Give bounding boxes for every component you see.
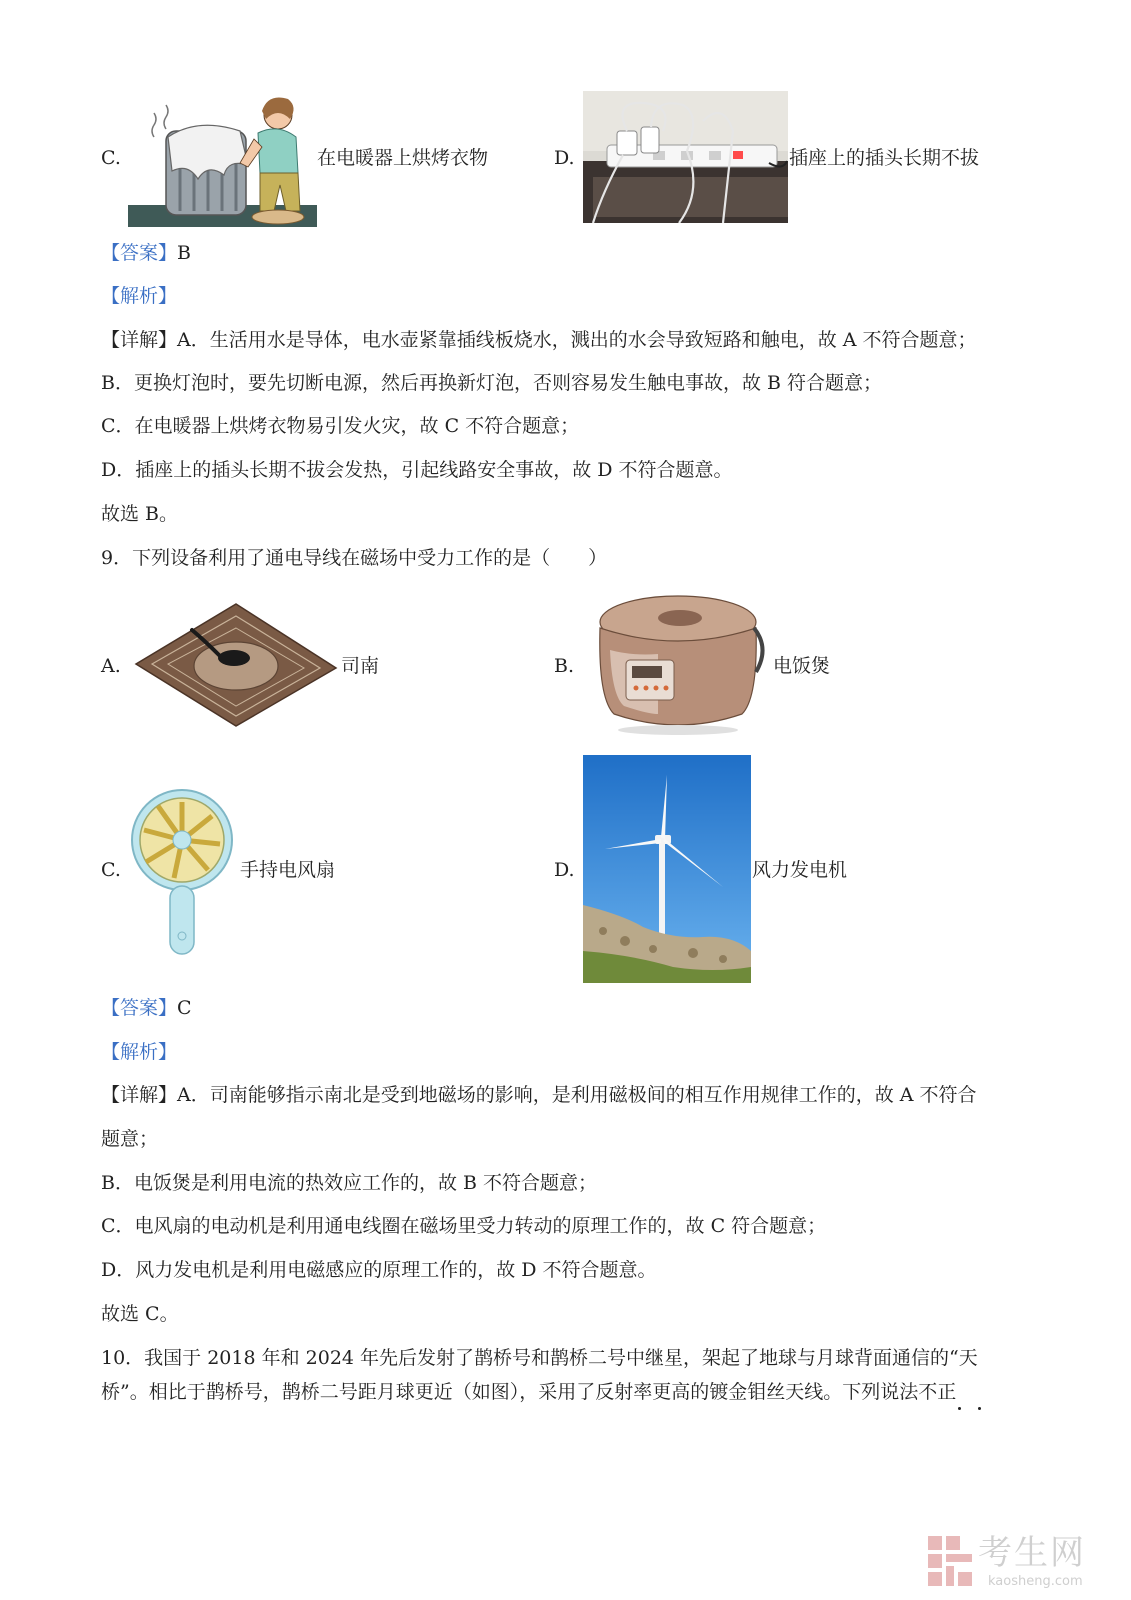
emphasis-dot (978, 1407, 981, 1410)
watermark-logo (928, 1530, 1128, 1596)
q8-analysis-tag: 【解析】 (101, 285, 178, 307)
q9-conclusion: 故选 C。 (101, 1303, 179, 1325)
q9-detail-line-4: C．电风扇的电动机是利用通电线圈在磁场里受力转动的原理工作的，故 C 符合题意； (101, 1215, 827, 1237)
q8-detail-line-4: D．插座上的插头长期不拔会发热，引起线路安全事故，故 D 不符合题意。 (101, 459, 733, 481)
q9-stem: 9．下列设备利用了通电导线在磁场中受力工作的是（ ） (101, 547, 608, 569)
answer-tag: 【答案】 (101, 997, 178, 1019)
q9-option-c-text: 手持电风扇 (240, 859, 336, 881)
q8-option-d-letter: D. (554, 147, 575, 169)
answer-value: B (177, 242, 191, 264)
q9-option-b-letter: B. (554, 655, 575, 677)
emphasis-dot (958, 1407, 961, 1410)
q9-option-d-text: 风力发电机 (752, 859, 848, 881)
watermark-en: kaosheng.com (988, 1574, 1083, 1589)
q9-detail-line-2: 题意； (101, 1128, 159, 1150)
q8-option-c-image (128, 93, 317, 227)
q9-option-c-image (128, 786, 238, 956)
q8-detail-line-1 (101, 328, 977, 352)
q8-conclusion: 故选 B。 (101, 503, 179, 525)
q9-option-c-letter: C. (101, 859, 121, 881)
q8-option-c-letter: C. (101, 147, 121, 169)
watermark-icon (928, 1536, 972, 1588)
q9-detail-line-1 (101, 1083, 977, 1107)
q9-analysis-tag: 【解析】 (101, 1041, 178, 1063)
q9-option-d-letter: D. (554, 859, 575, 881)
q10-stem-line-2: 桥”。相比于鹊桥号，鹊桥二号距月球更近（如图），采用了反射率更高的镀金钼丝天线。下列说法不正 (101, 1381, 957, 1403)
detail-tag: 【详解】 (101, 329, 178, 351)
q9-option-b-image (588, 588, 768, 740)
q9-option-a-letter: A. (101, 655, 121, 677)
q8-option-c-text: 在电暖器上烘烤衣物 (317, 147, 489, 169)
q9-option-d-image (583, 755, 751, 983)
q8-detail-line-3: C．在电暖器上烘烤衣物易引发火灾，故 C 不符合题意； (101, 415, 580, 437)
q9-option-a-text: 司南 (341, 655, 380, 677)
q8-detail-line-2: B．更换灯泡时，要先切断电源，然后再换新灯泡，否则容易发生触电事故，故 B 符合题意； (101, 372, 883, 394)
q8-option-d-image (583, 91, 788, 223)
detail-text: A．生活用水是导体，电水壶紧靠插线板烧水，溅出的水会导致短路和触电，故 A 不符合题意； (177, 329, 977, 351)
q9-option-b-text: 电饭煲 (773, 655, 831, 677)
q9-option-a-image (134, 600, 338, 728)
detail-tag: 【详解】 (101, 1084, 178, 1106)
q9-detail-line-5: D．风力发电机是利用电磁感应的原理工作的，故 D 不符合题意。 (101, 1259, 657, 1281)
detail-text: A．司南能够指示南北是受到地磁场的影响，是利用磁极间的相互作用规律工作的，故 A 不符合 (177, 1084, 977, 1106)
q8-answer (101, 241, 191, 265)
q8-option-d-text: 插座上的插头长期不拔 (789, 147, 980, 169)
answer-value: C (177, 997, 192, 1019)
q9-answer (101, 996, 192, 1020)
watermark-cn: 考生网 (978, 1533, 1086, 1573)
answer-tag: 【答案】 (101, 242, 178, 264)
q9-detail-line-3: B．电饭煲是利用电流的热效应工作的，故 B 不符合题意； (101, 1172, 598, 1194)
q10-stem-line-1: 10．我国于 2018 年和 2024 年先后发射了鹊桥号和鹊桥二号中继星，架起了地球与月球背面通信的“天 (101, 1347, 978, 1369)
